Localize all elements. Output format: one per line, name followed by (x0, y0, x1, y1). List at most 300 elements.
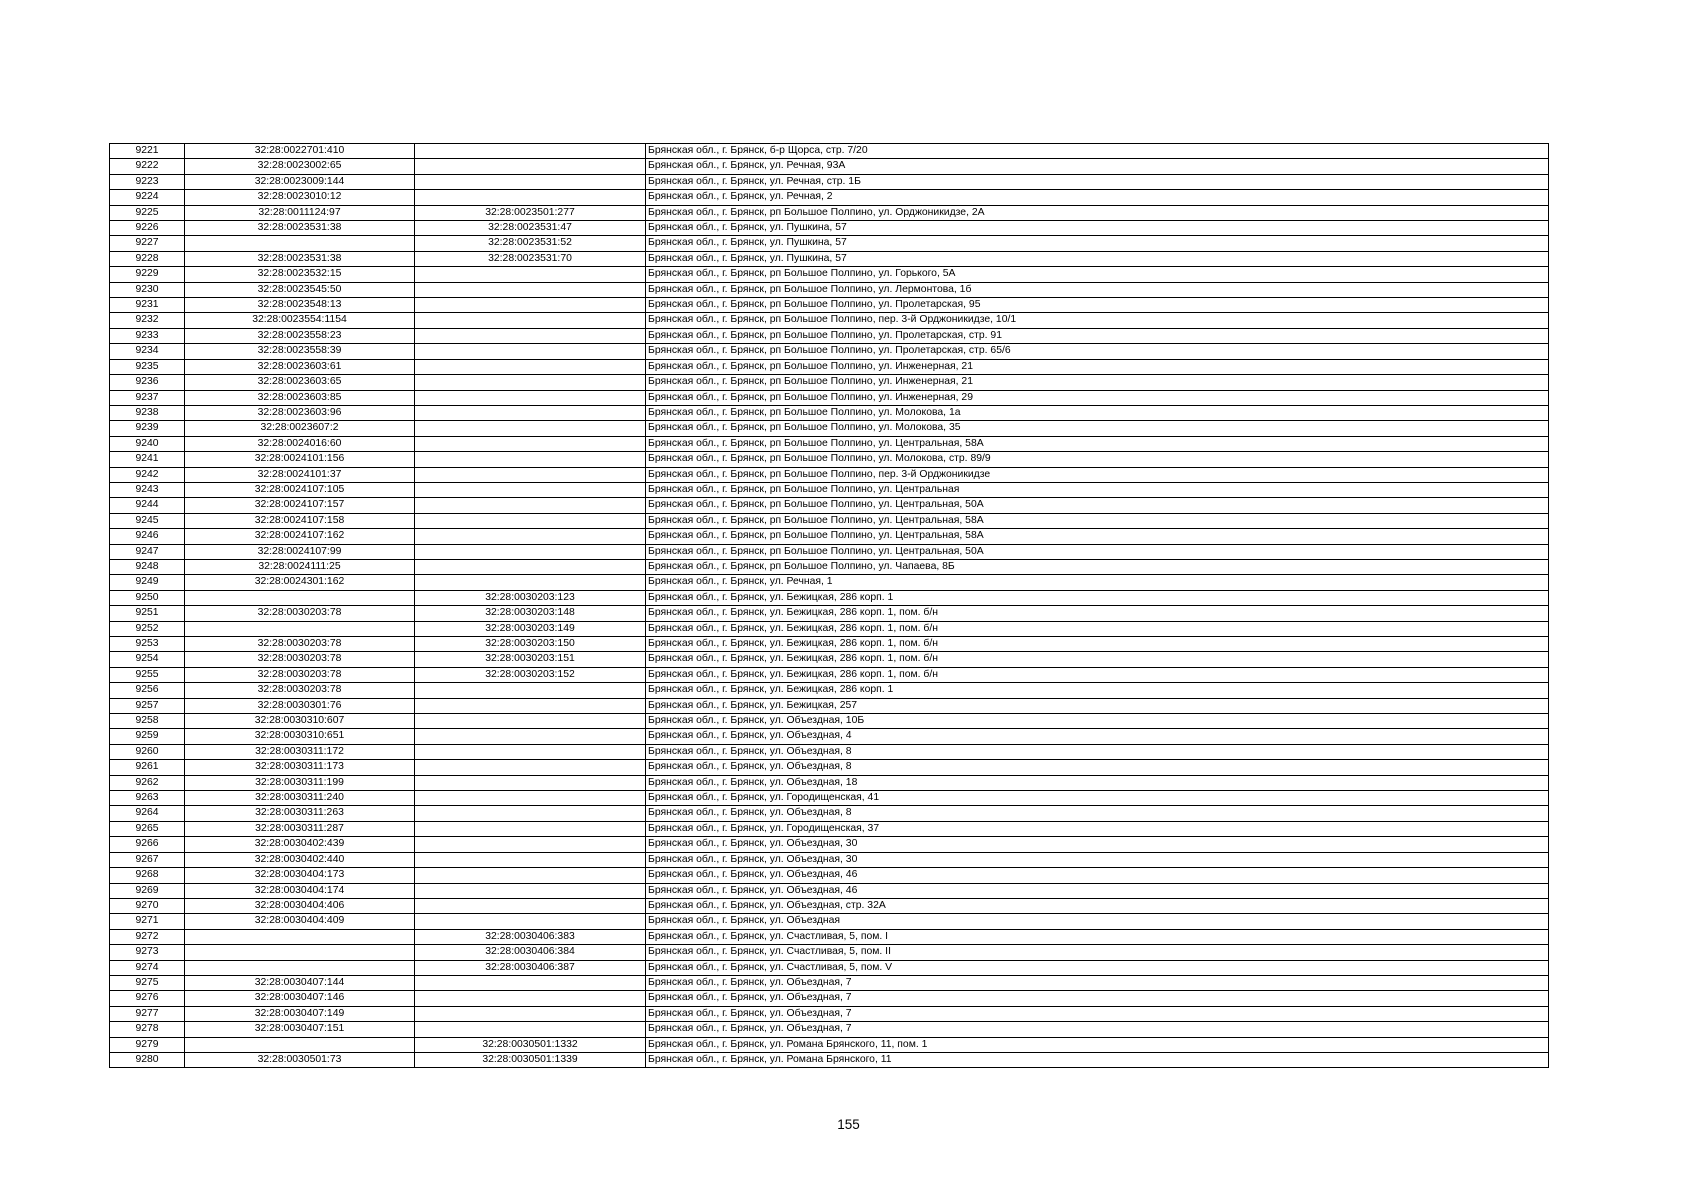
table-row (110, 513, 1549, 528)
table-row (110, 221, 1549, 236)
address-cell: Брянская обл., г. Брянск, ул. Счастливая, 5, пом. V (646, 960, 1549, 975)
cadastral-number-cell: 32:28:0030402:439 (185, 837, 415, 852)
row-number-cell: 9261 (110, 760, 185, 775)
object-cadastral-number-cell (415, 914, 646, 929)
object-cadastral-number-cell (415, 482, 646, 497)
table-row (110, 498, 1549, 513)
table-row (110, 652, 1549, 667)
object-cadastral-number-cell: 32:28:0030203:148 (415, 606, 646, 621)
row-number-cell: 9247 (110, 544, 185, 559)
table-row (110, 898, 1549, 913)
table-row (110, 852, 1549, 867)
cadastral-number-cell: 32:28:0023603:85 (185, 390, 415, 405)
cadastral-number-cell: 32:28:0023545:50 (185, 282, 415, 297)
row-number-cell: 9236 (110, 375, 185, 390)
address-cell: Брянская обл., г. Брянск, ул. Объездная, 18 (646, 775, 1549, 790)
object-cadastral-number-cell (415, 868, 646, 883)
cadastral-number-cell: 32:28:0023548:13 (185, 298, 415, 313)
object-cadastral-number-cell: 32:28:0023531:70 (415, 251, 646, 266)
row-number-cell: 9244 (110, 498, 185, 513)
row-number-cell: 9262 (110, 775, 185, 790)
table-row (110, 667, 1549, 682)
row-number-cell: 9264 (110, 806, 185, 821)
cadastral-number-cell: 32:28:0023010:12 (185, 190, 415, 205)
row-number-cell: 9257 (110, 698, 185, 713)
object-cadastral-number-cell (415, 975, 646, 990)
address-cell: Брянская обл., г. Брянск, ул. Пушкина, 57 (646, 236, 1549, 251)
row-number-cell: 9230 (110, 282, 185, 297)
address-cell: Брянская обл., г. Брянск, рп Большое Полпино, пер. 3-й Орджоникидзе (646, 467, 1549, 482)
object-cadastral-number-cell: 32:28:0023501:277 (415, 205, 646, 220)
object-cadastral-number-cell: 32:28:0023531:47 (415, 221, 646, 236)
cadastral-number-cell: 32:28:0030404:173 (185, 868, 415, 883)
cadastral-number-cell: 32:28:0030407:149 (185, 1006, 415, 1021)
address-cell: Брянская обл., г. Брянск, рп Большое Полпино, ул. Пролетарская, стр. 65/6 (646, 344, 1549, 359)
cadastral-number-cell: 32:28:0023531:38 (185, 251, 415, 266)
object-cadastral-number-cell (415, 267, 646, 282)
address-cell: Брянская обл., г. Брянск, рп Большое Полпино, ул. Инженерная, 29 (646, 390, 1549, 405)
address-cell: Брянская обл., г. Брянск, рп Большое Полпино, ул. Пролетарская, 95 (646, 298, 1549, 313)
table-row (110, 375, 1549, 390)
address-cell: Брянская обл., г. Брянск, ул. Бежицкая, 286 корп. 1 (646, 683, 1549, 698)
cadastral-number-cell: 32:28:0030404:174 (185, 883, 415, 898)
table-row (110, 390, 1549, 405)
row-number-cell: 9226 (110, 221, 185, 236)
row-number-cell: 9238 (110, 405, 185, 420)
object-cadastral-number-cell (415, 775, 646, 790)
row-number-cell: 9248 (110, 559, 185, 574)
table-row (110, 1052, 1549, 1067)
object-cadastral-number-cell (415, 298, 646, 313)
row-number-cell: 9231 (110, 298, 185, 313)
registry-table-body (110, 144, 1549, 1068)
address-cell: Брянская обл., г. Брянск, рп Большое Полпино, ул. Чапаева, 8Б (646, 559, 1549, 574)
page-number: 155 (837, 1117, 860, 1132)
address-cell: Брянская обл., г. Брянск, ул. Счастливая, 5, пом. I (646, 929, 1549, 944)
table-row (110, 837, 1549, 852)
address-cell: Брянская обл., г. Брянск, ул. Объездная, 4 (646, 729, 1549, 744)
cadastral-number-cell: 32:28:0030203:78 (185, 652, 415, 667)
row-number-cell: 9254 (110, 652, 185, 667)
row-number-cell: 9224 (110, 190, 185, 205)
address-cell: Брянская обл., г. Брянск, ул. Объездная, 7 (646, 991, 1549, 1006)
object-cadastral-number-cell: 32:28:0030203:151 (415, 652, 646, 667)
row-number-cell: 9270 (110, 898, 185, 913)
cadastral-number-cell: 32:28:0024107:99 (185, 544, 415, 559)
row-number-cell: 9228 (110, 251, 185, 266)
row-number-cell: 9245 (110, 513, 185, 528)
address-cell: Брянская обл., г. Брянск, рп Большое Полпино, ул. Центральная, 50А (646, 544, 1549, 559)
address-cell: Брянская обл., г. Брянск, ул. Бежицкая, 257 (646, 698, 1549, 713)
table-row (110, 945, 1549, 960)
row-number-cell: 9241 (110, 452, 185, 467)
table-row (110, 914, 1549, 929)
table-row (110, 621, 1549, 636)
cadastral-number-cell (185, 621, 415, 636)
table-row (110, 760, 1549, 775)
table-row (110, 606, 1549, 621)
row-number-cell: 9275 (110, 975, 185, 990)
table-row (110, 159, 1549, 174)
object-cadastral-number-cell (415, 714, 646, 729)
object-cadastral-number-cell: 32:28:0030406:387 (415, 960, 646, 975)
object-cadastral-number-cell (415, 883, 646, 898)
address-cell: Брянская обл., г. Брянск, ул. Объездная, 30 (646, 837, 1549, 852)
cadastral-number-cell: 32:28:0024107:157 (185, 498, 415, 513)
cadastral-number-cell: 32:28:0023603:65 (185, 375, 415, 390)
object-cadastral-number-cell (415, 513, 646, 528)
object-cadastral-number-cell (415, 744, 646, 759)
address-cell: Брянская обл., г. Брянск, ул. Объездная, 10Б (646, 714, 1549, 729)
cadastral-number-cell: 32:28:0030311:172 (185, 744, 415, 759)
address-cell: Брянская обл., г. Брянск, ул. Городищенская, 41 (646, 791, 1549, 806)
table-row (110, 559, 1549, 574)
object-cadastral-number-cell (415, 821, 646, 836)
table-row (110, 821, 1549, 836)
address-cell: Брянская обл., г. Брянск, рп Большое Полпино, ул. Лермонтова, 1б (646, 282, 1549, 297)
address-cell: Брянская обл., г. Брянск, ул. Пушкина, 57 (646, 221, 1549, 236)
row-number-cell: 9278 (110, 1022, 185, 1037)
table-row (110, 806, 1549, 821)
cadastral-number-cell: 32:28:0024016:60 (185, 436, 415, 451)
address-cell: Брянская обл., г. Брянск, ул. Речная, стр. 1Б (646, 174, 1549, 189)
row-number-cell: 9250 (110, 590, 185, 605)
table-row (110, 1022, 1549, 1037)
cadastral-number-cell (185, 929, 415, 944)
cadastral-number-cell: 32:28:0030310:651 (185, 729, 415, 744)
object-cadastral-number-cell (415, 544, 646, 559)
row-number-cell: 9263 (110, 791, 185, 806)
table-row (110, 251, 1549, 266)
object-cadastral-number-cell (415, 1022, 646, 1037)
address-cell: Брянская обл., г. Брянск, ул. Объездная (646, 914, 1549, 929)
object-cadastral-number-cell (415, 344, 646, 359)
row-number-cell: 9235 (110, 359, 185, 374)
object-cadastral-number-cell (415, 698, 646, 713)
object-cadastral-number-cell (415, 313, 646, 328)
cadastral-number-cell: 32:28:0023558:39 (185, 344, 415, 359)
table-row (110, 190, 1549, 205)
object-cadastral-number-cell: 32:28:0030501:1339 (415, 1052, 646, 1067)
address-cell: Брянская обл., г. Брянск, ул. Речная, 93А (646, 159, 1549, 174)
table-row (110, 791, 1549, 806)
address-cell: Брянская обл., г. Брянск, ул. Объездная, 30 (646, 852, 1549, 867)
cadastral-number-cell: 32:28:0030203:78 (185, 667, 415, 682)
cadastral-number-cell: 32:28:0023531:38 (185, 221, 415, 236)
address-cell: Брянская обл., г. Брянск, ул. Объездная, 7 (646, 975, 1549, 990)
row-number-cell: 9279 (110, 1037, 185, 1052)
row-number-cell: 9237 (110, 390, 185, 405)
cadastral-number-cell: 32:28:0030402:440 (185, 852, 415, 867)
cadastral-number-cell: 32:28:0024101:37 (185, 467, 415, 482)
table-row (110, 205, 1549, 220)
row-number-cell: 9259 (110, 729, 185, 744)
object-cadastral-number-cell (415, 683, 646, 698)
object-cadastral-number-cell (415, 282, 646, 297)
cadastral-number-cell: 32:28:0023532:15 (185, 267, 415, 282)
address-cell: Брянская обл., г. Брянск, рп Большое Полпино, ул. Центральная, 50А (646, 498, 1549, 513)
object-cadastral-number-cell (415, 390, 646, 405)
address-cell: Брянская обл., г. Брянск, ул. Бежицкая, 286 корп. 1, пом. б/н (646, 621, 1549, 636)
object-cadastral-number-cell: 32:28:0030203:150 (415, 637, 646, 652)
table-row (110, 991, 1549, 1006)
object-cadastral-number-cell: 32:28:0030406:383 (415, 929, 646, 944)
object-cadastral-number-cell (415, 575, 646, 590)
table-row (110, 282, 1549, 297)
object-cadastral-number-cell (415, 452, 646, 467)
table-row (110, 267, 1549, 282)
row-number-cell: 9232 (110, 313, 185, 328)
row-number-cell: 9252 (110, 621, 185, 636)
cadastral-number-cell: 32:28:0030310:607 (185, 714, 415, 729)
object-cadastral-number-cell (415, 359, 646, 374)
cadastral-number-cell: 32:28:0011124:97 (185, 205, 415, 220)
cadastral-number-cell: 32:28:0030404:409 (185, 914, 415, 929)
cadastral-number-cell: 32:28:0024111:25 (185, 559, 415, 574)
object-cadastral-number-cell: 32:28:0030203:149 (415, 621, 646, 636)
row-number-cell: 9227 (110, 236, 185, 251)
object-cadastral-number-cell: 32:28:0030203:123 (415, 590, 646, 605)
address-cell: Брянская обл., г. Брянск, ул. Объездная, 7 (646, 1006, 1549, 1021)
address-cell: Брянская обл., г. Брянск, рп Большое Полпино, ул. Молокова, 35 (646, 421, 1549, 436)
row-number-cell: 9280 (110, 1052, 185, 1067)
address-cell: Брянская обл., г. Брянск, рп Большое Полпино, ул. Центральная, 58А (646, 529, 1549, 544)
address-cell: Брянская обл., г. Брянск, ул. Бежицкая, 286 корп. 1, пом. б/н (646, 652, 1549, 667)
address-cell: Брянская обл., г. Брянск, ул. Городищенская, 37 (646, 821, 1549, 836)
address-cell: Брянская обл., г. Брянск, ул. Бежицкая, 286 корп. 1, пом. б/н (646, 667, 1549, 682)
cadastral-number-cell: 32:28:0030203:78 (185, 683, 415, 698)
table-row (110, 328, 1549, 343)
object-cadastral-number-cell (415, 467, 646, 482)
address-cell: Брянская обл., г. Брянск, рп Большое Полпино, ул. Инженерная, 21 (646, 359, 1549, 374)
object-cadastral-number-cell: 32:28:0030203:152 (415, 667, 646, 682)
row-number-cell: 9265 (110, 821, 185, 836)
cadastral-number-cell: 32:28:0030203:78 (185, 637, 415, 652)
row-number-cell: 9273 (110, 945, 185, 960)
cadastral-number-cell: 32:28:0023603:96 (185, 405, 415, 420)
table-row (110, 467, 1549, 482)
address-cell: Брянская обл., г. Брянск, ул. Объездная, 46 (646, 883, 1549, 898)
cadastral-number-cell: 32:28:0023607:2 (185, 421, 415, 436)
row-number-cell: 9256 (110, 683, 185, 698)
address-cell: Брянская обл., г. Брянск, рп Большое Полпино, ул. Молокова, стр. 89/9 (646, 452, 1549, 467)
table-row (110, 313, 1549, 328)
cadastral-number-cell: 32:28:0030203:78 (185, 606, 415, 621)
address-cell: Брянская обл., г. Брянск, ул. Бежицкая, 286 корп. 1 (646, 590, 1549, 605)
row-number-cell: 9271 (110, 914, 185, 929)
row-number-cell: 9253 (110, 637, 185, 652)
table-row (110, 482, 1549, 497)
row-number-cell: 9229 (110, 267, 185, 282)
cadastral-number-cell: 32:28:0030311:263 (185, 806, 415, 821)
cadastral-number-cell: 32:28:0030311:240 (185, 791, 415, 806)
row-number-cell: 9242 (110, 467, 185, 482)
table-row (110, 344, 1549, 359)
cadastral-number-cell: 32:28:0024107:105 (185, 482, 415, 497)
object-cadastral-number-cell (415, 190, 646, 205)
property-registry-table (109, 143, 1549, 1068)
table-row (110, 436, 1549, 451)
table-row (110, 744, 1549, 759)
row-number-cell: 9255 (110, 667, 185, 682)
object-cadastral-number-cell (415, 898, 646, 913)
row-number-cell: 9266 (110, 837, 185, 852)
cadastral-number-cell (185, 945, 415, 960)
address-cell: Брянская обл., г. Брянск, ул. Речная, 2 (646, 190, 1549, 205)
object-cadastral-number-cell (415, 529, 646, 544)
row-number-cell: 9274 (110, 960, 185, 975)
address-cell: Брянская обл., г. Брянск, б-р Щорса, стр. 7/20 (646, 144, 1549, 159)
table-row (110, 960, 1549, 975)
address-cell: Брянская обл., г. Брянск, ул. Бежицкая, 286 корп. 1, пом. б/н (646, 606, 1549, 621)
cadastral-number-cell: 32:28:0030311:287 (185, 821, 415, 836)
address-cell: Брянская обл., г. Брянск, рп Большое Полпино, ул. Инженерная, 21 (646, 375, 1549, 390)
table-row (110, 683, 1549, 698)
row-number-cell: 9277 (110, 1006, 185, 1021)
cadastral-number-cell: 32:28:0024101:156 (185, 452, 415, 467)
row-number-cell: 9223 (110, 174, 185, 189)
cadastral-number-cell (185, 960, 415, 975)
table-row (110, 868, 1549, 883)
address-cell: Брянская обл., г. Брянск, рп Большое Полпино, ул. Центральная, 58А (646, 436, 1549, 451)
table-row (110, 775, 1549, 790)
row-number-cell: 9260 (110, 744, 185, 759)
row-number-cell: 9249 (110, 575, 185, 590)
object-cadastral-number-cell (415, 837, 646, 852)
row-number-cell: 9258 (110, 714, 185, 729)
object-cadastral-number-cell (415, 791, 646, 806)
cadastral-number-cell: 32:28:0030407:151 (185, 1022, 415, 1037)
cadastral-number-cell: 32:28:0030404:406 (185, 898, 415, 913)
row-number-cell: 9267 (110, 852, 185, 867)
cadastral-number-cell: 32:28:0024107:162 (185, 529, 415, 544)
table-row (110, 544, 1549, 559)
table-row (110, 729, 1549, 744)
address-cell: Брянская обл., г. Брянск, ул. Романа Брянского, 11 (646, 1052, 1549, 1067)
table-row (110, 590, 1549, 605)
table-row (110, 637, 1549, 652)
address-cell: Брянская обл., г. Брянск, ул. Пушкина, 57 (646, 251, 1549, 266)
cadastral-number-cell: 32:28:0030311:173 (185, 760, 415, 775)
object-cadastral-number-cell (415, 405, 646, 420)
table-row (110, 714, 1549, 729)
table-row (110, 929, 1549, 944)
object-cadastral-number-cell (415, 729, 646, 744)
cadastral-number-cell: 32:28:0030311:199 (185, 775, 415, 790)
object-cadastral-number-cell (415, 559, 646, 574)
address-cell: Брянская обл., г. Брянск, рп Большое Полпино, ул. Молокова, 1а (646, 405, 1549, 420)
table-row (110, 575, 1549, 590)
row-number-cell: 9240 (110, 436, 185, 451)
object-cadastral-number-cell (415, 806, 646, 821)
cadastral-number-cell: 32:28:0023554:1154 (185, 313, 415, 328)
address-cell: Брянская обл., г. Брянск, рп Большое Полпино, ул. Пролетарская, стр. 91 (646, 328, 1549, 343)
object-cadastral-number-cell (415, 991, 646, 1006)
object-cadastral-number-cell (415, 421, 646, 436)
cadastral-number-cell: 32:28:0023603:61 (185, 359, 415, 374)
cadastral-number-cell (185, 590, 415, 605)
object-cadastral-number-cell (415, 436, 646, 451)
cadastral-number-cell: 32:28:0030501:73 (185, 1052, 415, 1067)
row-number-cell: 9234 (110, 344, 185, 359)
address-cell: Брянская обл., г. Брянск, рп Большое Полпино, пер. 3-й Орджоникидзе, 10/1 (646, 313, 1549, 328)
row-number-cell: 9243 (110, 482, 185, 497)
row-number-cell: 9222 (110, 159, 185, 174)
object-cadastral-number-cell (415, 760, 646, 775)
cadastral-number-cell: 32:28:0024301:162 (185, 575, 415, 590)
object-cadastral-number-cell (415, 375, 646, 390)
table-row (110, 405, 1549, 420)
cadastral-number-cell: 32:28:0024107:158 (185, 513, 415, 528)
object-cadastral-number-cell: 32:28:0030406:384 (415, 945, 646, 960)
object-cadastral-number-cell: 32:28:0030501:1332 (415, 1037, 646, 1052)
table-row (110, 1006, 1549, 1021)
row-number-cell: 9268 (110, 868, 185, 883)
table-row (110, 883, 1549, 898)
address-cell: Брянская обл., г. Брянск, ул. Объездная, 8 (646, 760, 1549, 775)
address-cell: Брянская обл., г. Брянск, ул. Объездная, 7 (646, 1022, 1549, 1037)
row-number-cell: 9239 (110, 421, 185, 436)
table-row (110, 359, 1549, 374)
table-row (110, 144, 1549, 159)
row-number-cell: 9246 (110, 529, 185, 544)
table-row (110, 298, 1549, 313)
table-row (110, 452, 1549, 467)
address-cell: Брянская обл., г. Брянск, ул. Счастливая, 5, пом. II (646, 945, 1549, 960)
cadastral-number-cell (185, 1037, 415, 1052)
address-cell: Брянская обл., г. Брянск, ул. Объездная, 46 (646, 868, 1549, 883)
address-cell: Брянская обл., г. Брянск, рп Большое Полпино, ул. Орджоникидзе, 2А (646, 205, 1549, 220)
cadastral-number-cell: 32:28:0023002:65 (185, 159, 415, 174)
address-cell: Брянская обл., г. Брянск, ул. Объездная, 8 (646, 744, 1549, 759)
cadastral-number-cell: 32:28:0023009:144 (185, 174, 415, 189)
cadastral-number-cell: 32:28:0022701:410 (185, 144, 415, 159)
object-cadastral-number-cell (415, 852, 646, 867)
table-row (110, 174, 1549, 189)
object-cadastral-number-cell (415, 498, 646, 513)
row-number-cell: 9251 (110, 606, 185, 621)
cadastral-number-cell: 32:28:0030407:146 (185, 991, 415, 1006)
row-number-cell: 9276 (110, 991, 185, 1006)
row-number-cell: 9221 (110, 144, 185, 159)
table-row (110, 421, 1549, 436)
address-cell: Брянская обл., г. Брянск, ул. Объездная, 8 (646, 806, 1549, 821)
object-cadastral-number-cell (415, 174, 646, 189)
object-cadastral-number-cell (415, 328, 646, 343)
object-cadastral-number-cell: 32:28:0023531:52 (415, 236, 646, 251)
table-row (110, 698, 1549, 713)
object-cadastral-number-cell (415, 1006, 646, 1021)
address-cell: Брянская обл., г. Брянск, ул. Объездная, стр. 32А (646, 898, 1549, 913)
address-cell: Брянская обл., г. Брянск, рп Большое Полпино, ул. Горького, 5А (646, 267, 1549, 282)
row-number-cell: 9269 (110, 883, 185, 898)
address-cell: Брянская обл., г. Брянск, ул. Бежицкая, 286 корп. 1, пом. б/н (646, 637, 1549, 652)
row-number-cell: 9233 (110, 328, 185, 343)
object-cadastral-number-cell (415, 144, 646, 159)
table-row (110, 529, 1549, 544)
table-row (110, 975, 1549, 990)
cadastral-number-cell (185, 236, 415, 251)
cadastral-number-cell: 32:28:0030301:76 (185, 698, 415, 713)
address-cell: Брянская обл., г. Брянск, рп Большое Полпино, ул. Центральная, 58А (646, 513, 1549, 528)
table-row (110, 236, 1549, 251)
address-cell: Брянская обл., г. Брянск, ул. Речная, 1 (646, 575, 1549, 590)
address-cell: Брянская обл., г. Брянск, ул. Романа Брянского, 11, пом. 1 (646, 1037, 1549, 1052)
table-row (110, 1037, 1549, 1052)
row-number-cell: 9225 (110, 205, 185, 220)
object-cadastral-number-cell (415, 159, 646, 174)
cadastral-number-cell: 32:28:0030407:144 (185, 975, 415, 990)
